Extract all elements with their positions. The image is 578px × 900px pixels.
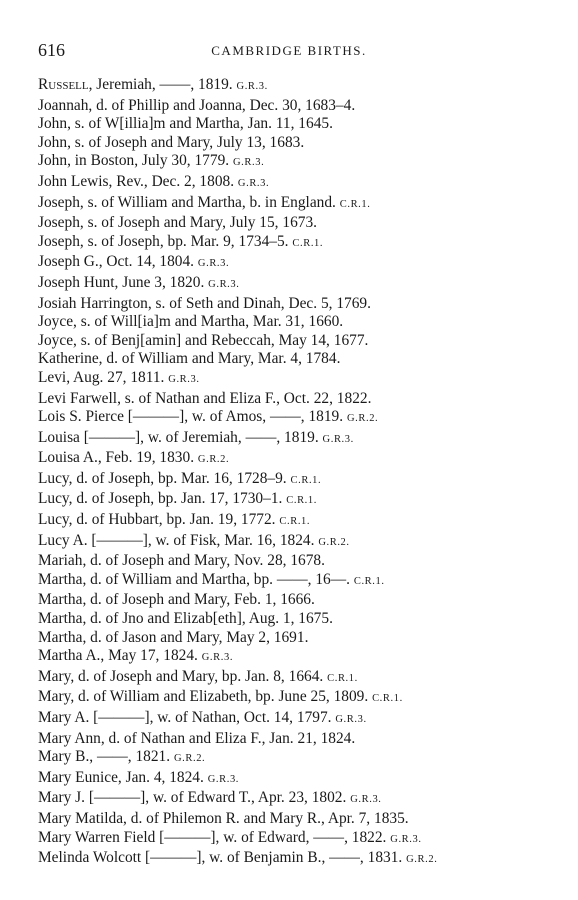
record-text: Martha A., May 17, 1824.: [38, 647, 198, 665]
source-abbreviation: G.R.2.: [173, 753, 206, 765]
birth-record-entry: [38, 571, 538, 592]
birth-record-entry: [38, 629, 538, 648]
birth-record-entry: [38, 233, 538, 254]
source-abbreviation: C.R.1.: [372, 693, 403, 705]
birth-record-entry: [38, 332, 538, 351]
record-text: Melinda Wolcott [———], w. of Benjamin B., ——, 1831.: [38, 849, 403, 867]
record-text: John, s. of W[illia]m and Martha, Jan. 11, 1645.: [38, 115, 333, 133]
record-text: Martha, d. of Jason and Mary, May 2, 1691.: [38, 628, 309, 646]
birth-record-entry: [38, 668, 538, 689]
birth-record-entry: [38, 369, 538, 390]
source-abbreviation: G.R.3.: [335, 714, 367, 725]
record-text: Mary, d. of Joseph and Mary, bp. Jan. 8, 1664.: [38, 667, 324, 685]
birth-record-entry: [38, 610, 538, 629]
birth-record-entry: [38, 769, 538, 790]
record-text: Joannah, d. of Phillip and Joanna, Dec. 30, 1683–4.: [38, 96, 356, 114]
record-text: Mary Eunice, Jan. 4, 1824.: [38, 768, 204, 786]
birth-record-entry: [38, 253, 538, 274]
running-title: CAMBRIDGE BIRTHS.: [211, 43, 367, 58]
birth-record-entry: [38, 115, 538, 134]
source-abbreviation: G.R.3.: [350, 794, 382, 806]
birth-record-entry: [38, 709, 538, 730]
birth-record-entry: [38, 350, 538, 369]
record-text: Martha, d. of Joseph and Mary, Feb. 1, 1666.: [38, 591, 315, 609]
record-text: Martha, d. of William and Martha, bp. ——, 16—.: [38, 570, 350, 588]
record-text: Josiah Harrington, s. of Seth and Dinah, Dec. 5, 1769.: [38, 294, 371, 312]
birth-record-entry: [38, 134, 538, 153]
source-abbreviation: G.R.3.: [207, 773, 240, 785]
birth-record-entry: [38, 789, 538, 810]
source-abbreviation: G.R.3.: [390, 833, 422, 845]
birth-record-entry: [38, 152, 538, 173]
page-header: [38, 40, 540, 62]
birth-records-list: [38, 76, 538, 870]
record-text: Mariah, d. of Joseph and Mary, Nov. 28, 1678.: [38, 552, 325, 570]
source-abbreviation: G.R.3.: [208, 278, 240, 290]
birth-record-entry: [38, 810, 538, 829]
birth-record-entry: [38, 470, 538, 491]
birth-record-entry: [38, 194, 538, 215]
record-text: Lucy, d. of Joseph, bp. Mar. 16, 1728–9.: [38, 469, 287, 487]
birth-record-entry: [38, 97, 538, 116]
source-abbreviation: G.R.3.: [236, 81, 268, 92]
record-text: Mary Ann, d. of Nathan and Eliza F., Jan. 21, 1824.: [38, 729, 356, 747]
page-number: 616: [38, 40, 65, 60]
birth-record-entry: [38, 76, 538, 97]
record-text: Mary Warren Field [———], w. of Edward, ——, 1822.: [38, 828, 387, 846]
record-text: Lois S. Pierce [———], w. of Amos, ——, 1819.: [38, 408, 344, 426]
birth-record-entry: [38, 449, 538, 470]
record-text: Katherine, d. of William and Mary, Mar. 4, 1784.: [38, 350, 341, 368]
record-text: Levi Farwell, s. of Nathan and Eliza F., Oct. 22, 1822.: [38, 389, 372, 407]
record-text: Mary, d. of William and Elizabeth, bp. June 25, 1809.: [38, 688, 369, 706]
source-abbreviation: G.R.3.: [168, 373, 200, 385]
birth-record-entry: [38, 295, 538, 314]
record-text: Joseph Hunt, June 3, 1820.: [38, 273, 205, 291]
source-abbreviation: G.R.2.: [406, 854, 438, 866]
source-abbreviation: G.R.2.: [318, 536, 350, 548]
birth-record-entry: [38, 591, 538, 610]
birth-record-entry: [38, 532, 538, 553]
birth-record-entry: [38, 429, 538, 450]
birth-record-entry: [38, 390, 538, 409]
record-text: Joseph, s. of Joseph and Mary, July 15, 1673.: [38, 214, 318, 232]
birth-record-entry: [38, 829, 538, 850]
record-text: , Jeremiah, ——, 1819.: [88, 76, 233, 93]
record-text: Lucy A. [———], w. of Fisk, Mar. 16, 1824.: [38, 531, 315, 549]
record-text: Mary B., ——, 1821.: [38, 748, 171, 766]
record-text: Lucy, d. of Hubbart, bp. Jan. 19, 1772.: [38, 511, 276, 529]
record-text: John, s. of Joseph and Mary, July 13, 1683.: [38, 133, 305, 151]
surname-heading: Russell: [38, 76, 89, 93]
birth-record-entry: [38, 214, 538, 233]
source-abbreviation: C.R.1.: [292, 237, 324, 249]
record-text: Martha, d. of Jno and Elizab[eth], Aug. 1, 1675.: [38, 610, 333, 628]
birth-record-entry: [38, 748, 538, 769]
record-text: John Lewis, Rev., Dec. 2, 1808.: [38, 172, 235, 190]
birth-record-entry: [38, 408, 538, 429]
record-text: Joyce, s. of Benj[amin] and Rebeccah, May 14, 1677.: [38, 331, 369, 349]
record-text: Joseph, s. of Joseph, bp. Mar. 9, 1734–5.: [38, 232, 289, 250]
source-abbreviation: G.R.3.: [201, 652, 234, 664]
source-abbreviation: G.R.3.: [197, 258, 230, 270]
record-text: Mary Matilda, d. of Philemon R. and Mary R., Apr. 7, 1835.: [38, 809, 409, 827]
source-abbreviation: G.R.3.: [237, 177, 270, 189]
source-abbreviation: G.R.3.: [232, 157, 265, 169]
birth-record-entry: [38, 730, 538, 749]
birth-record-entry: [38, 490, 538, 511]
birth-record-entry: [38, 647, 538, 668]
source-abbreviation: C.R.1.: [279, 516, 311, 528]
source-abbreviation: G.R.2.: [346, 413, 379, 425]
birth-record-entry: [38, 849, 538, 870]
source-abbreviation: C.R.1.: [290, 474, 322, 486]
birth-record-entry: [38, 313, 538, 332]
record-text: Mary J. [———], w. of Edward T., Apr. 23, 1802.: [38, 789, 347, 807]
source-abbreviation: G.R.3.: [322, 433, 354, 445]
birth-record-entry: [38, 688, 538, 709]
record-text: Joseph G., Oct. 14, 1804.: [38, 253, 195, 271]
record-text: Louisa [———], w. of Jeremiah, ——, 1819.: [38, 428, 319, 446]
record-text: Mary A. [———], w. of Nathan, Oct. 14, 1797.: [38, 709, 332, 726]
birth-record-entry: [38, 552, 538, 571]
record-text: Lucy, d. of Joseph, bp. Jan. 17, 1730–1.: [38, 490, 283, 508]
birth-record-entry: [38, 274, 538, 295]
birth-record-entry: [38, 173, 538, 194]
birth-record-entry: [38, 511, 538, 532]
source-abbreviation: C.R.1.: [286, 495, 317, 507]
record-text: Levi, Aug. 27, 1811.: [38, 368, 165, 386]
source-abbreviation: C.R.1.: [353, 575, 385, 587]
record-text: Joseph, s. of William and Martha, b. in England.: [38, 193, 336, 211]
record-text: Joyce, s. of Will[ia]m and Martha, Mar. 31, 1660.: [38, 313, 344, 331]
source-abbreviation: C.R.1.: [339, 198, 371, 210]
source-abbreviation: G.R.2.: [197, 454, 230, 466]
record-text: John, in Boston, July 30, 1779.: [38, 152, 230, 170]
record-text: Louisa A., Feb. 19, 1830.: [38, 449, 195, 467]
source-abbreviation: C.R.1.: [327, 672, 358, 684]
